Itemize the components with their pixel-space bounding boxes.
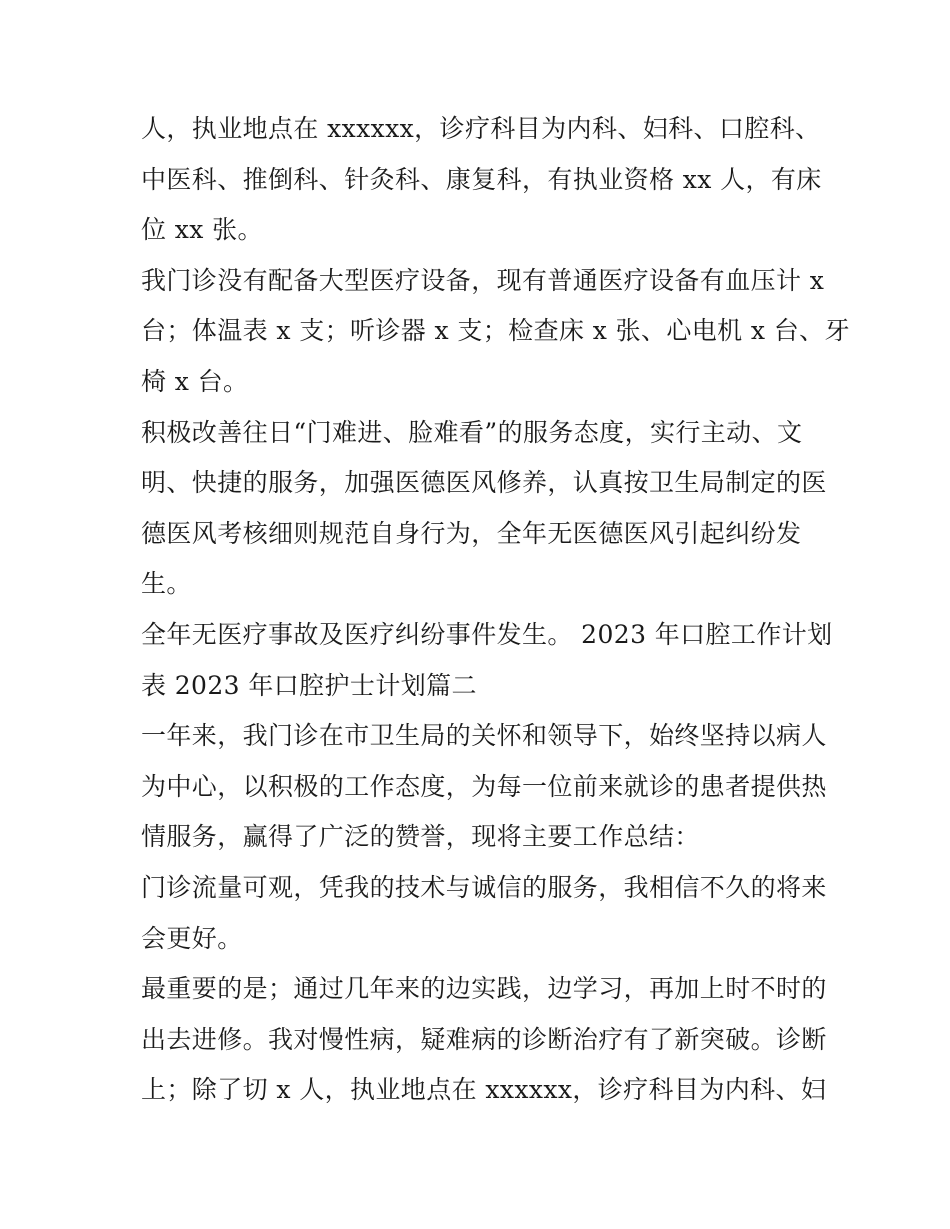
text-line: 一年来，我门诊在市卫生局的关怀和领导下，始终坚持以病人 <box>141 721 827 751</box>
text-line: 中医科、推倒科、针灸科、康复科，有执业资格 xx 人，有床 <box>141 164 822 194</box>
text-line: 最重要的是；通过几年来的边实践，边学习，再加上时不时的 <box>141 974 827 1004</box>
text-line: 位 xx 张。 <box>141 215 263 245</box>
text-line: 积极改善往日“门难进、脸难看”的服务态度，实行主动、文 <box>141 417 803 447</box>
text-line: 台；体温表 x 支；听诊器 x 支；检查床 x 张、心电机 x 台、牙 <box>141 316 850 346</box>
text-line: 出去进修。我对慢性病，疑难病的诊断治疗有了新突破。诊断 <box>141 1024 827 1054</box>
text-line: 全年无医疗事故及医疗纠纷事件发生。 2023 年口腔工作计划 <box>141 619 833 649</box>
text-line: 椅 x 台。 <box>141 366 249 396</box>
text-line: 生。 <box>141 569 192 599</box>
text-line: 会更好。 <box>141 923 243 953</box>
text-line: 德医风考核细则规范自身行为，全年无医德医风引起纠纷发 <box>141 518 802 548</box>
text-line: 表 2023 年口腔护士计划篇二 <box>141 670 477 700</box>
text-line: 情服务，赢得了广泛的赞誉，现将主要工作总结： <box>141 822 700 852</box>
text-line: 为中心，以积极的工作态度，为每一位前来就诊的患者提供热 <box>141 771 827 801</box>
text-line: 门诊流量可观，凭我的技术与诚信的服务，我相信不久的将来 <box>141 872 827 902</box>
text-line: 我门诊没有配备大型医疗设备，现有普通医疗设备有血压计 x <box>141 265 825 295</box>
text-line: 人，执业地点在 xxxxxx，诊疗科目为内科、妇科、口腔科、 <box>141 114 821 143</box>
document-body <box>141 104 850 1116</box>
text-line: 明、快捷的服务，加强医德医风修养，认真按卫生局制定的医 <box>141 468 827 498</box>
text-line: 上；除了切 x 人，执业地点在 xxxxxx，诊疗科目为内科、妇 <box>141 1075 827 1105</box>
